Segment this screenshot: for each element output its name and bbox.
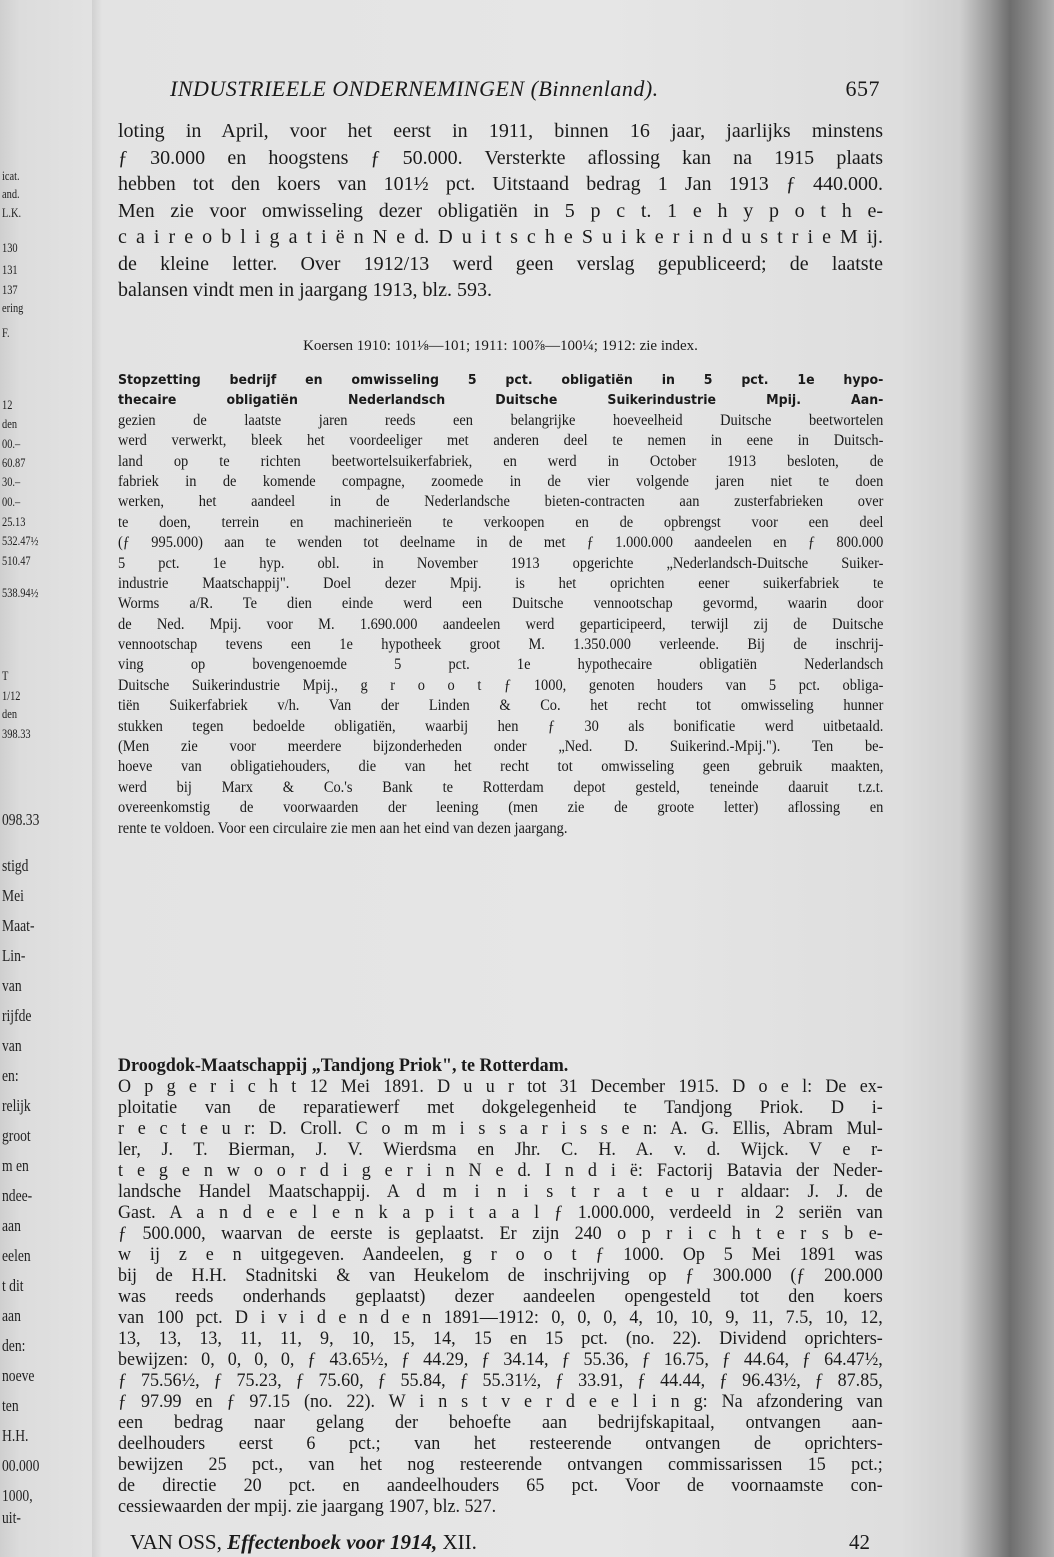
margin-fragment: m en: [2, 1156, 29, 1175]
margin-fragment: eelen: [2, 1246, 31, 1265]
margin-fragment: 60.87: [2, 455, 26, 470]
margin-fragment: 12: [2, 397, 13, 412]
margin-fragment: H.H.: [2, 1426, 29, 1445]
text-line: fabriek in de komende compagne, zoomede in de vier volgende jaren niet te doen: [118, 472, 884, 490]
text-line: w ij z e n uitgegeven. Aandeelen, g r o o t ƒ 1000. Op 5 Mei 1891 was: [118, 1244, 883, 1265]
margin-fragment: van: [2, 976, 22, 995]
text-line: deelhouders eerst 6 pct.; van het resteerende ontvangen de oprichters-: [118, 1433, 883, 1454]
margin-fragment: 25.13: [2, 514, 26, 529]
text-line: ƒ 30.000 en hoogstens ƒ 50.000. Versterkte aflossing kan na 1915 plaats: [118, 146, 883, 169]
margin-fragment: Maat-: [2, 916, 35, 935]
text-line: loting in April, voor het eerst in 1911, binnen 16 jaar, jaarlijks minstens: [118, 120, 883, 142]
running-header: [170, 76, 880, 102]
text-line: te doen, terrein en machinerieën te verkoopen en de opbrengst voor een deel: [118, 513, 884, 531]
paragraph-bond-details: [118, 118, 883, 304]
margin-fragment: T: [2, 668, 9, 683]
text-line: hebben tot den koers van 101½ pct. Uitstaand bedrag 1 Jan 1913 ƒ 440.000.: [118, 173, 883, 195]
text-line: 5 pct. 1e hyp. obl. in November 1913 opgerichte „Nederlandsch-Duitsche Suiker-: [118, 554, 884, 572]
text-line: hoeve van obligatiehouders, die van het recht tot omwisseling geen gebruik maakten,: [118, 758, 884, 776]
text-line: bewijzen 25 pct., van het nog resteerende ontvangen commissarissen 15 pct.;: [118, 1454, 883, 1475]
text-line: Duitsche Suikerindustrie Mpij., g r o o t ƒ 1000, genoten houders van 5 pct. obliga-: [118, 676, 884, 694]
margin-fragment: 098.33: [2, 810, 40, 829]
text-line: 13, 13, 13, 11, 11, 9, 10, 15, 14, 15 en 15 pct. (no. 22). Dividend oprichters-: [118, 1328, 883, 1349]
margin-fragment: 1/12: [2, 688, 21, 703]
text-line: ploitatie van de reparatiewerf met dokgelegenheid te Tandjong Priok. D i-: [118, 1097, 883, 1118]
margin-fragment: van: [2, 1036, 22, 1055]
margin-fragment: den: [2, 706, 18, 721]
text-line: (Men zie voor meerdere bijzonderheden onder „Ned. D. Suikerind.-Mpij."). Ten be-: [118, 738, 884, 756]
margin-fragment: 00.–: [2, 436, 21, 451]
text-line: landsche Handel Maatschappij. A d m i n i s t r a t e u r aldaar: J. J. de: [118, 1181, 883, 1202]
text-line: de Ned. Mpij. voor M. 1.690.000 aandeelen werd geparticipeerd, terwijl zij de Duitsche: [118, 615, 884, 633]
margin-fragment: uit-: [2, 1508, 21, 1527]
text-line: ler, J. T. Bierman, J. V. Wierdsma en Jhr. C. H. A. v. d. Wijck. V e r-: [118, 1139, 883, 1160]
text-line: O p g e r i c h t 12 Mei 1891. D u u r tot 31 December 1915. D o e l: De ex-: [118, 1076, 883, 1097]
page-gutter-shadow: [92, 0, 102, 1557]
footer-book: Effectenboek voor 1914,: [227, 1530, 438, 1554]
text-line: ving op bovengenoemde 5 pct. 1e hypothecaire obligatiën Nederlandsch: [118, 656, 884, 674]
margin-fragment: ndee-: [2, 1186, 33, 1205]
margin-fragment: rijfde: [2, 1006, 32, 1025]
margin-fragment: t dit: [2, 1276, 24, 1295]
margin-fragment: F.: [2, 325, 10, 340]
margin-fragment: 137: [2, 282, 18, 297]
margin-fragment: den:: [2, 1336, 26, 1355]
margin-fragment: 1000,: [2, 1486, 33, 1505]
text-line: cessiewaarden der mpij. zie jaargang 1907, blz. 527.: [118, 1496, 497, 1517]
header-title: INDUSTRIEELE ONDERNEMINGEN (Binnenland).: [170, 76, 659, 101]
text-line: ƒ 500.000, waarvan de eerste is geplaatst. Er zijn 240 o p r i c h t e r s b e-: [118, 1223, 883, 1244]
page-footer: [130, 1530, 870, 1554]
header-page-number: 657: [845, 76, 880, 101]
paragraph-droogdok: [118, 1055, 883, 1517]
margin-fragment: en:: [2, 1066, 19, 1085]
text-line: ƒ 75.56½, ƒ 75.23, ƒ 75.60, ƒ 55.84, ƒ 55.31½, ƒ 33.91, ƒ 44.44, ƒ 96.43½, ƒ 87.85,: [118, 1370, 883, 1391]
text-line: tiën Suikerfabriek v/h. Van der Linden & Co. het recht tot omwisseling hunner: [118, 697, 884, 715]
text-line: r e c t e u r: D. Croll. C o m m i s s a r i s s e n: A. G. Ellis, Abram Mul-: [118, 1118, 883, 1139]
text-line: een bedrag naar gelang der behoefte aan bedrijfskapitaal, ontvangen aan-: [118, 1412, 883, 1433]
koersen-line: Koersen 1910: 101⅛—101; 1911: 100⅞—100¼; 1912: zie index.: [303, 338, 698, 354]
text-line: bewijzen: 0, 0, 0, 0, ƒ 43.65½, ƒ 44.29, ƒ 34.14, ƒ 55.36, ƒ 16.75, ƒ 44.64, ƒ 64.47½,: [118, 1349, 883, 1370]
text-line: bij de H.H. Stadnitski & van Heukelom de inschrijving op ƒ 300.000 (ƒ 200.000: [118, 1265, 883, 1286]
text-line: Droogdok-Maatschappij „Tandjong Priok", te Rotterdam.: [118, 1055, 569, 1076]
margin-fragment: 398.33: [2, 726, 31, 741]
text-line: Men zie voor omwisseling dezer obligatiën in 5 p c t. 1 e h y p o t h e-: [118, 199, 883, 222]
margin-fragment: 131: [2, 262, 18, 277]
text-line: balansen vindt men in jaargang 1913, blz. 593.: [118, 279, 492, 301]
margin-fragment: den: [2, 416, 18, 431]
footer-volume: XII.: [442, 1530, 477, 1554]
text-line: overeenkomstig de voorwaarden der leening (men zie de groote letter) aflossing en: [118, 799, 884, 817]
text-line: werd verwerkt, bleek het voordeeliger met anderen deel te nemen in eene in Duitsch-: [118, 432, 884, 450]
text-line: was reeds onderhands geplaatst) dezer aandeelen opengesteld tot den koers: [118, 1286, 883, 1307]
margin-fragment: 510.47: [2, 553, 31, 568]
text-line: (ƒ 995.000) aan te wenden tot deelname in de met ƒ 1.000.000 aandeelen en ƒ 800.000: [118, 534, 884, 552]
margin-fragment: 00.000: [2, 1456, 40, 1475]
text-line: stukken tegen bedoelde obligatiën, waarbij hen ƒ 30 als bonificatie werd uitbetaald.: [118, 717, 884, 735]
text-line: gezien de laatste jaren reeds een belangrijke hoeveelheid Duitsche beetwortelen: [118, 411, 884, 429]
margin-fragment: 00.–: [2, 494, 21, 509]
text-line: t e g e n w o o r d i g e r i n N e d. I n d i ë: Factorij Batavia der Neder-: [118, 1160, 883, 1181]
paragraph-stopzetting: [118, 370, 883, 839]
text-line: Worms a/R. Te dien einde werd een Duitsche vennootschap gevormd, waarin door: [118, 595, 884, 613]
text-line: de kleine letter. Over 1912/13 werd geen verslag gepubliceerd; de laatste: [118, 252, 883, 275]
text-line: werd bij Marx & Co.'s Bank te Rotterdam depot gesteld, teneinde daaruit t.z.t.: [118, 778, 884, 796]
margin-fragment: groot: [2, 1126, 31, 1145]
text-line: ƒ 97.99 en ƒ 97.15 (no. 22). W i n s t v e r d e e l i n g: Na afzondering van: [118, 1391, 883, 1412]
text-line: industrie Maatschappij". Doel dezer Mpij. is het oprichten eener suikerfabriek te: [118, 574, 884, 592]
margin-fragment: ering: [2, 300, 24, 315]
margin-fragment: 30.–: [2, 474, 21, 489]
margin-fragment: L.K.: [2, 205, 22, 220]
text-line: de directie 20 pct. en aandeelhouders 65 pct. Voor de voornaamste con-: [118, 1475, 883, 1496]
footer-author: VAN OSS,: [130, 1530, 222, 1554]
margin-fragment: and.: [2, 186, 20, 201]
text-line: rente te voldoen. Voor een circulaire zie men aan het eind van dezen jaargang.: [118, 819, 568, 837]
text-line: Stopzetting bedrijf en omwisseling 5 pct. obligatiën in 5 pct. 1e hypo-: [118, 372, 884, 388]
margin-fragment: relijk: [2, 1096, 31, 1115]
margin-fragment: 130: [2, 240, 18, 255]
margin-fragment: stigd: [2, 856, 29, 875]
margin-fragment: aan: [2, 1216, 21, 1235]
text-line: van 100 pct. D i v i d e n d e n 1891—1912: 0, 0, 0, 4, 10, 10, 9, 11, 7.5, 10, 12,: [118, 1307, 883, 1328]
text-line: Gast. A a n d e e l e n k a p i t a a l ƒ 1.000.000, verdeeld in 2 seriën van: [118, 1202, 883, 1223]
margin-fragment: noeve: [2, 1366, 35, 1385]
text-line: werken, het aandeel in de Nederlandsche bieten-contracten aan zusterfabrieken over: [118, 493, 884, 511]
text-line: vennootschap tevens een 1e hypotheek groot M. 1.350.000 verleende. Bij de inschrij-: [118, 636, 884, 654]
footer-page: 42: [849, 1530, 870, 1554]
margin-fragment: 532.47½: [2, 533, 39, 548]
margin-fragment: ten: [2, 1396, 19, 1415]
margin-fragment: Lin-: [2, 946, 26, 965]
text-line: thecaire obligatiën Nederlandsch Duitsche Suikerindustrie Mpij. Aan-: [118, 392, 884, 409]
margin-fragment: Mei: [2, 886, 24, 905]
margin-fragment: aan: [2, 1306, 21, 1325]
text-line: land op te richten beetwortelsuikerfabriek, en werd in October 1913 besloten, de: [118, 452, 884, 470]
margin-fragment: icat.: [2, 168, 20, 183]
margin-fragment: 538.94½: [2, 585, 39, 600]
text-line: c a i r e o b l i g a t i ë n N e d. D u i t s c h e S u i k e r i n d u s t r i e M ij.: [118, 226, 883, 248]
